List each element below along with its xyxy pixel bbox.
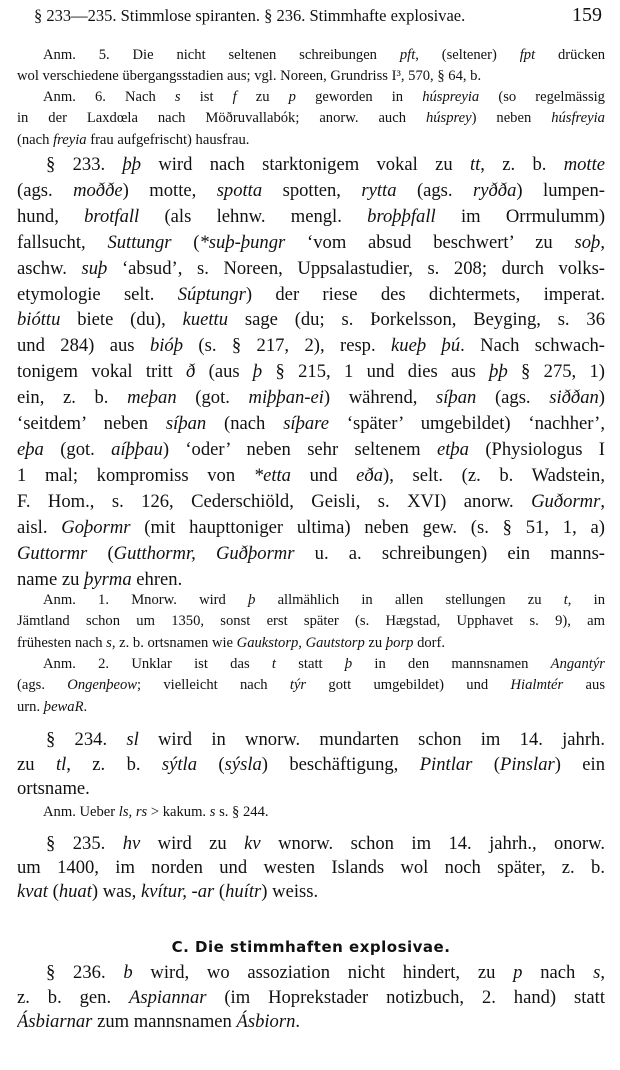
italic-term: f [232,89,237,105]
text-run: ) neben [471,110,552,127]
italic-term: húspreyia [422,89,480,105]
italic-term: Goþormr [61,516,131,538]
text-line [17,256,605,282]
text-line [17,230,605,256]
text-run: (ags. [396,179,474,201]
italic-term: s [174,89,181,105]
italic-term: síþan [436,387,477,409]
text-run: spotten, [262,179,362,201]
text-run: aus [563,677,605,694]
italic-term: s [593,962,601,983]
anm-234 [17,802,605,823]
text-run: F. Hom., s. 126, Cederschiöld, Geisli, s. XVI) anorw. [17,490,532,512]
italic-term: Pintlar [419,753,473,775]
text-run: aschw. [17,257,82,279]
italic-term: Guðormr [531,490,601,512]
text-run: ) weiss. [261,881,319,903]
text-run: § 235. [46,833,123,854]
text-run: und [290,464,357,486]
text-line [17,108,605,129]
text-line [17,489,605,515]
text-line [17,961,605,986]
text-line [17,307,605,333]
text-run: (got. [43,438,112,460]
italic-term: spotta [216,179,263,201]
text-run: (so regelmässig [479,89,605,105]
text-run: Anm. 6. Nach [43,89,175,105]
italic-term: suþ [81,257,108,279]
text-line [17,802,605,823]
text-line [17,178,605,204]
italic-term: b [123,962,133,983]
italic-term: þ [248,592,256,608]
text-run: urn. [17,698,44,715]
text-run: ) [598,387,605,409]
text-line [17,333,605,359]
text-line [17,130,605,151]
text-line [17,832,605,856]
text-run: (ags. [17,179,74,201]
text-run: dorf. [413,634,446,651]
running-title: § 233—235. Stimmlose spiranten. § 236. Stimmhafte explosivae. [34,6,466,25]
text-run: (ags. [17,677,68,694]
text-run: , [600,231,605,253]
text-run: § 233. [46,154,123,175]
text-run: um 1400, im norden und westen Islands wol noch später, z. b. [17,857,605,879]
text-run: ( [171,231,200,253]
text-run: zum mannsnamen [92,1011,237,1033]
italic-term: t [563,592,568,608]
text-run: wird zu [140,833,245,854]
italic-term: ð [186,361,196,383]
italic-term: etþa [436,438,469,460]
text-run: § 236. [46,962,124,983]
italic-term: Gutthormr, Guðþormr [113,542,295,564]
italic-term: eða [356,464,384,486]
italic-term: p [288,89,296,105]
text-run: ‘vom absud beschwert’ zu [285,231,575,253]
italic-term: Aspiannar [129,986,207,1008]
italic-term: rytta [361,179,397,201]
text-run: ortsname. [17,778,90,799]
text-run: z. b. gen. [17,986,129,1008]
text-line [17,654,605,675]
text-run: Anm. Ueber [43,804,119,820]
text-run: in den mannsnamen [352,656,551,672]
text-run: ) motte, [122,179,217,201]
text-run: biete (du), [60,309,183,331]
running-header [34,4,602,28]
text-line [17,515,605,541]
text-line [17,633,605,654]
italic-term: þ [344,656,353,672]
text-run: , (seltener) [415,47,520,63]
text-run: zu [17,753,56,775]
italic-term: þ [252,361,263,383]
anm-5 [17,45,605,88]
italic-term: soþ [574,231,601,253]
text-line [17,204,605,230]
text-run: ein, z. b. [17,387,128,409]
text-line [17,1010,605,1035]
text-run: ( [197,753,225,775]
italic-term: Hialmtér [510,677,564,694]
text-run: wird nach starktonigem vokal zu [141,154,470,175]
text-run: ) ein [554,753,605,775]
text-run: ‘absud’, s. Noreen, Uppsalastudier, s. 208; durch volks- [107,257,605,279]
text-line [17,152,605,178]
italic-term: s [106,634,112,651]
text-run: ) lumpen- [516,179,605,201]
text-run: etymologie selt. [17,283,178,305]
text-run: Anm. 1. Mnorw. wird [43,592,249,608]
text-run: , z. b. ortsnamen wie [111,634,237,651]
italic-term: ls, rs [118,804,148,820]
anm-1 [17,590,605,654]
text-run: drücken [535,47,605,63]
text-run: u. a. schreibungen) ein manns- [294,542,605,564]
text-run: (ags. [476,387,550,409]
italic-term: Pinslar [499,753,555,775]
text-run: ( [47,881,59,903]
italic-term: síþan [165,413,207,435]
text-run: § 275, 1) [507,361,605,383]
italic-term: pft [399,47,416,63]
text-run: (im Hoprekstader notizbuch, 2. hand) statt [206,986,605,1008]
text-run: (nach [17,131,54,148]
italic-term: bióttu [17,309,61,331]
text-run: nach [522,962,594,983]
italic-term: hv [122,833,141,854]
text-run: 1 mal; kompromiss von [17,464,254,486]
text-run: ) der riese des dichtermets, imperat. [245,283,605,305]
text-run: ) beschäftigung, [261,753,420,775]
text-run: . [295,1011,301,1033]
text-run: Jämtland schon um 1350, sonst erst später (s. Hægstad, Upphavet s. 9), am [17,613,605,630]
text-run: im Orrmulumm) [435,205,605,227]
text-run: ) während, [323,387,437,409]
text-line [17,753,605,778]
text-run: hund, [17,205,85,227]
italic-term: freyia [53,131,87,148]
text-run: in der Laxdœla nach Möðruvallabók; anorw. auch [17,110,426,127]
page-number: 159 [572,4,602,26]
text-run: § 215, 1 und dies aus [262,361,490,383]
section-233 [17,152,605,592]
italic-term: Ásbiorn [236,1011,296,1033]
text-line [17,359,605,385]
text-run: , [600,490,605,512]
text-line [17,87,605,108]
italic-term: sýsla [224,753,262,775]
text-run: . Nach schwach- [460,335,605,357]
text-line [17,282,605,308]
text-run: geworden in [295,89,423,105]
text-run: (aus [195,361,253,383]
text-line [17,590,605,611]
italic-term: p [513,962,523,983]
italic-term: þþ [489,361,508,383]
text-run: Anm. 2. Unklar ist das [43,656,272,672]
text-line [17,856,605,880]
text-run: aisl. [17,516,62,538]
text-run: und 284) aus [17,335,150,357]
italic-term: moððe [73,179,123,201]
italic-term: t [271,656,276,672]
italic-term: huítr [225,881,262,903]
text-run: ( [472,753,500,775]
text-run: (nach [206,413,284,435]
text-run: > kakum. [147,804,210,820]
italic-term: þorp [385,634,414,651]
text-line [17,541,605,567]
italic-term: húsprey [425,110,472,127]
text-run: ‘später’ umgebildet) ‘nachher’, [328,413,605,435]
italic-term: motte [563,154,605,175]
text-run: zu [236,89,289,105]
text-line [17,986,605,1011]
text-line [17,728,605,753]
italic-term: þþ [122,154,142,175]
italic-term: aíþþau [111,438,163,460]
text-run: name zu [17,568,85,590]
text-run: , in [567,592,605,608]
italic-term: Guttormr [17,542,88,564]
italic-term: kuettu [182,309,229,331]
text-run: , z. b. [66,753,162,775]
text-line [17,675,605,696]
text-line [17,385,605,411]
italic-term: *suþ-þungr [199,231,286,253]
italic-term: Gaukstorp, Gautstorp [236,634,365,651]
text-run: , z. b. [480,154,564,175]
italic-term: brotfall [84,205,140,227]
section-235 [17,832,605,905]
italic-term: kueþ þú [391,335,461,357]
text-run: ( [87,542,114,564]
text-run: tonigem vokal tritt [17,361,187,383]
italic-term: s [209,804,216,820]
italic-term: tl [55,753,67,775]
italic-term: kvat [17,881,48,903]
text-run: sage (du; s. Þorkelsson, Beyging, s. 36 [228,309,605,331]
italic-term: Ásbiarnar [17,1011,93,1033]
text-run: ‘seitdem’ neben [17,413,166,435]
italic-term: þyrma [84,568,132,590]
text-run: wol verschiedene übergangsstadien aus; vgl. Noreen, Grundriss I³, 570, § 64, b. [17,68,482,85]
text-run: zu [364,634,386,651]
anm-6 [17,87,605,151]
italic-term: ryðða [473,179,517,201]
text-line [17,411,605,437]
italic-term: fpt [519,47,536,63]
text-line [17,463,605,489]
text-run: gott umgebildet) und [306,677,511,694]
text-line [17,611,605,632]
heading-c [17,935,605,960]
text-line [17,697,605,718]
text-run: C. Die stimmhaften explosivae. [171,938,451,956]
italic-term: kv [244,833,261,854]
text-run: , [600,962,605,983]
italic-term: siððan [549,387,599,409]
text-run: allmählich in allen stellungen zu [255,592,564,608]
text-run: ), selt. (z. b. Wadstein, [383,464,605,486]
text-run: frühesten nach [17,634,107,651]
italic-term: húsfreyia [551,110,605,127]
text-run: (als lehnw. mengl. [139,205,368,227]
italic-term: þewaR [43,698,84,715]
text-run: statt [275,656,345,672]
text-line [17,777,605,802]
italic-term: bióþ [149,335,183,357]
text-line [17,437,605,463]
section-234 [17,728,605,802]
italic-term: meþan [127,387,177,409]
text-line [17,935,605,960]
italic-term: kvítur, -ar [140,881,215,903]
italic-term: Angantýr [550,656,605,672]
text-run: (Physiologus I [468,438,605,460]
text-line [17,66,605,87]
italic-term: Suttungr [107,231,172,253]
text-run: wird, wo assoziation nicht hindert, zu [132,962,514,983]
text-run: wnorw. schon im 14. jahrh., onorw. [260,833,605,854]
italic-term: huat [58,881,92,903]
text-line [17,45,605,66]
anm-2 [17,654,605,718]
text-run: ) ‘oder’ neben sehr seltenem [162,438,437,460]
italic-term: *etta [253,464,291,486]
italic-term: broþþfall [367,205,436,227]
text-run: ; vielleicht nach [137,677,290,694]
text-run: ist [180,89,233,105]
italic-term: Súptungr [177,283,246,305]
italic-term: miþþan-ei [248,387,324,409]
text-run: (mit haupttoniger ultima) neben gew. (s. § 51, 1, a) [130,516,605,538]
text-run: wird in wnorw. mundarten schon im 14. jahrh. [138,729,605,750]
italic-term: eþa [17,438,44,460]
italic-term: sl [126,729,139,750]
italic-term: Ongenþeow [67,677,138,694]
text-run: ehren. [131,568,183,590]
text-run: Anm. 5. Die nicht seltenen schreibungen [43,47,400,63]
text-run: fallsucht, [17,231,108,253]
text-run: ( [214,881,226,903]
text-line [17,567,605,593]
italic-term: sýtla [161,753,198,775]
text-run: (got. [176,387,249,409]
section-236 [17,961,605,1035]
italic-term: tt [469,154,481,175]
text-run: frau aufgefrischt) hausfrau. [86,131,250,148]
italic-term: týr [289,677,307,694]
text-run: (s. § 217, 2), resp. [183,335,392,357]
italic-term: síþare [283,413,329,435]
text-run: s. § 244. [215,804,269,820]
text-line [17,880,605,904]
text-run: . [83,698,88,715]
text-run: ) was, [91,881,141,903]
text-run: § 234. [46,729,127,750]
